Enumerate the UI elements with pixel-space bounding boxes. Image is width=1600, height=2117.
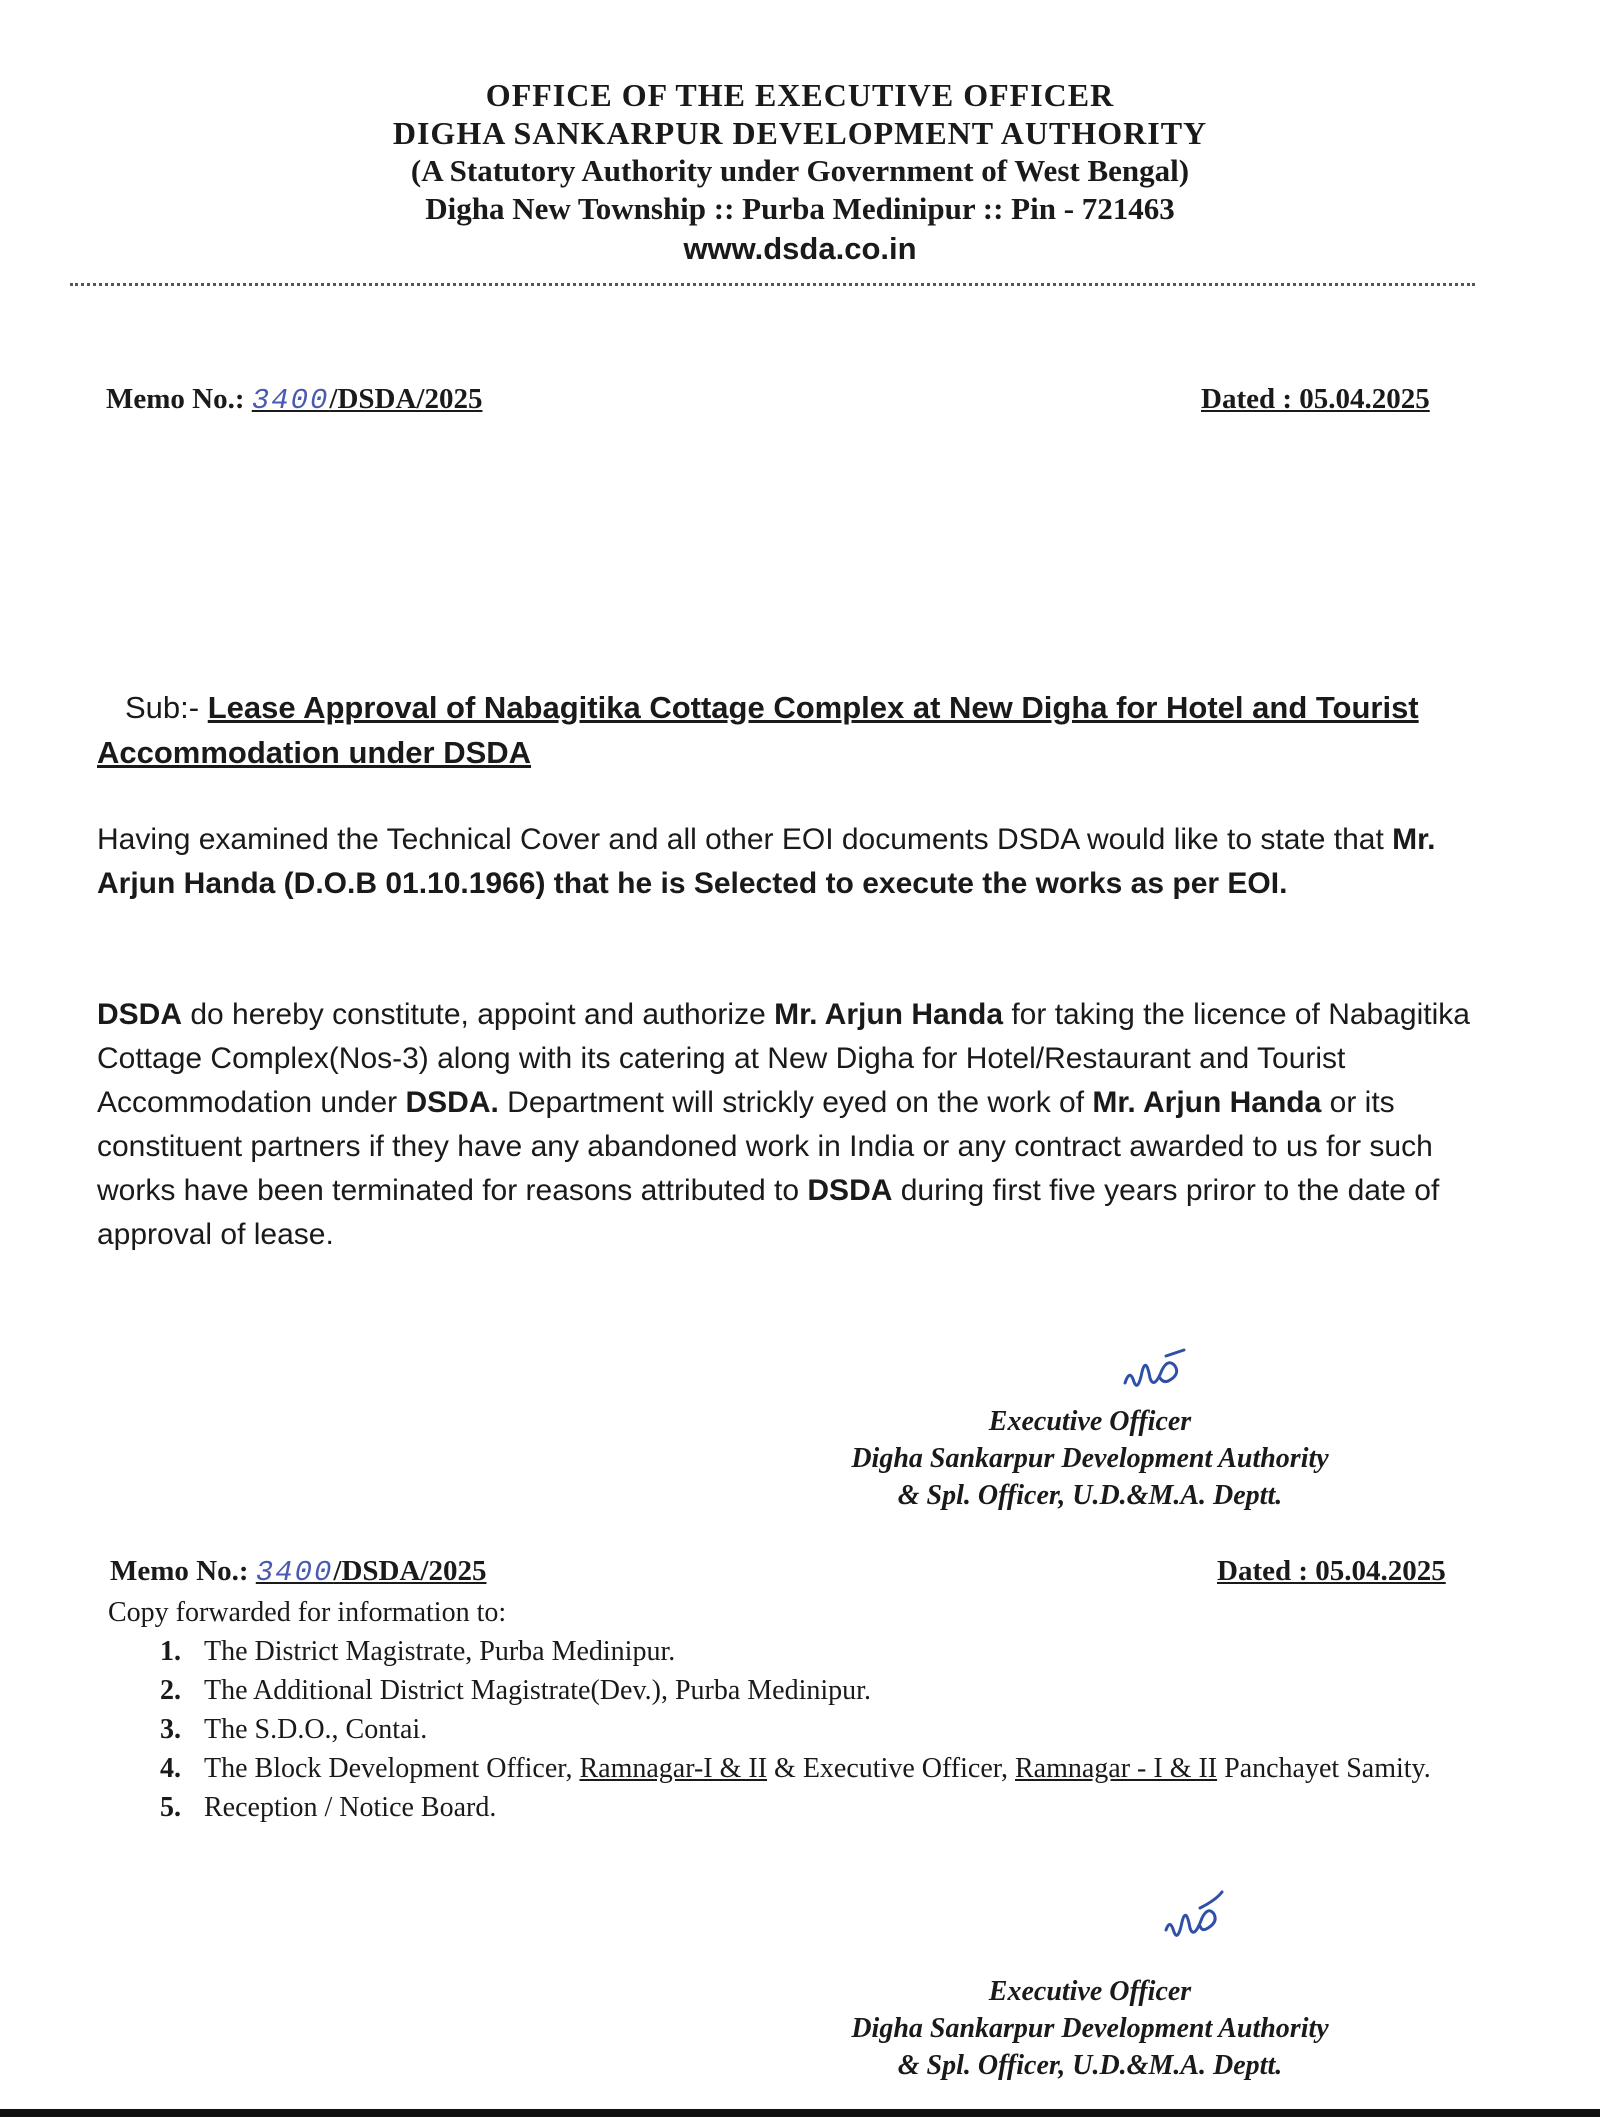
copy-intro: Copy forwarded for information to: xyxy=(108,1597,507,1628)
authority-status: (A Statutory Authority under Government of West Bengal) xyxy=(410,153,1190,188)
memo-date: Dated : 05.04.2025 xyxy=(1201,383,1430,415)
signature-block-1 xyxy=(780,1403,1400,1514)
copy-item: 5. Reception / Notice Board. xyxy=(188,1788,1498,1827)
authority-name: DIGHA SANKARPUR DEVELOPMENT AUTHORITY xyxy=(392,115,1208,151)
subject-title: Lease Approval of Nabagitika Cottage Complex at New Digha for Hotel and Tourist Accommodation under DSDA xyxy=(97,690,1419,770)
copy-forwarded-section xyxy=(108,1593,1498,1827)
signatory-department-2: & Spl. Officer, U.D.&M.A. Deptt. xyxy=(897,2050,1283,2081)
para1-selected-bold: Mr. Arjun Handa (D.O.B 01.10.1966) that he is Selected to execute the works as per EOI. xyxy=(97,823,1436,900)
para2-bold-5: DSDA xyxy=(807,1174,893,1207)
signatory-title-2: Executive Officer xyxy=(988,1976,1192,2007)
signatory-title: Executive Officer xyxy=(988,1406,1192,1437)
ramnagar-block: Ramnagar-I & II xyxy=(579,1753,768,1784)
ramnagar-samity: Ramnagar - I & II xyxy=(1014,1753,1218,1784)
authority-address: Digha New Township :: Purba Medinipur :: Pin - 721463 xyxy=(425,191,1175,226)
para2-text-1: do hereby constitute, appoint and authorize xyxy=(182,998,775,1031)
para2-text-2: for taking the licence of Nabagitika Cottage Complex(Nos-3) along with its catering at New Digha for Hotel/Restaurant and Tourist Accommodation under xyxy=(97,998,1470,1119)
paragraph-authorization xyxy=(97,993,1497,1257)
copy-item: 1. The District Magistrate, Purba Medinipur. xyxy=(188,1632,1498,1671)
subject xyxy=(97,685,1477,775)
memo-number xyxy=(106,383,482,417)
memo-label: Memo No.: xyxy=(106,383,245,415)
paragraph-selection xyxy=(97,818,1492,906)
para2-text-5: during first five years priror to the date of approval of lease. xyxy=(97,1174,1440,1251)
para2-bold-4: Mr. Arjun Handa xyxy=(1092,1086,1322,1119)
signatory-organization-2: Digha Sankarpur Development Authority xyxy=(851,2013,1329,2044)
para2-text-3: Department will strickly eyed on the work of xyxy=(498,1086,1093,1119)
signature-mark-2 xyxy=(1160,1890,1230,1950)
memo-suffix: /DSDA/2025 xyxy=(329,383,483,415)
page-bottom-edge xyxy=(0,2109,1600,2117)
copy-item: 3. The S.D.O., Contai. xyxy=(188,1710,1498,1749)
copy-memo-number xyxy=(110,1555,486,1589)
copy-memo-label: Memo No.: xyxy=(110,1555,249,1587)
signature-mark-1 xyxy=(1120,1348,1190,1398)
para2-bold-3: DSDA. xyxy=(405,1086,499,1119)
copy-memo-handwritten-number: 3400 xyxy=(255,1556,334,1589)
copy-memo-date: Dated : 05.04.2025 xyxy=(1217,1555,1446,1587)
para2-text-4: or its constituent partners if they have any abandoned work in India or any contract awarded to us for such works have been terminated for reasons attributed to xyxy=(97,1086,1433,1207)
copy-item: 2. The Additional District Magistrate(Dev.), Purba Medinipur. xyxy=(188,1671,1498,1710)
header-divider xyxy=(70,283,1475,286)
website-link[interactable]: www.dsda.co.in xyxy=(683,231,917,266)
office-title: OFFICE OF THE EXECUTIVE OFFICER xyxy=(485,77,1115,113)
letterhead xyxy=(0,76,1600,270)
signatory-organization: Digha Sankarpur Development Authority xyxy=(851,1443,1329,1474)
para2-bold-2: Mr. Arjun Handa xyxy=(774,998,1004,1031)
para1-text: Having examined the Technical Cover and all other EOI documents DSDA would like to state that xyxy=(97,823,1393,856)
copy-memo-suffix: /DSDA/2025 xyxy=(333,1555,487,1587)
signature-block-2 xyxy=(780,1973,1400,2084)
memo-handwritten-number: 3400 xyxy=(251,384,330,417)
copy-item: 4. The Block Development Officer, Ramnagar-I & II & Executive Officer, Ramnagar - I & II Panchayet Samity. xyxy=(188,1749,1498,1788)
subject-prefix: Sub:- xyxy=(125,690,200,725)
signatory-department: & Spl. Officer, U.D.&M.A. Deptt. xyxy=(897,1480,1283,1511)
para2-bold-1: DSDA xyxy=(97,998,183,1031)
